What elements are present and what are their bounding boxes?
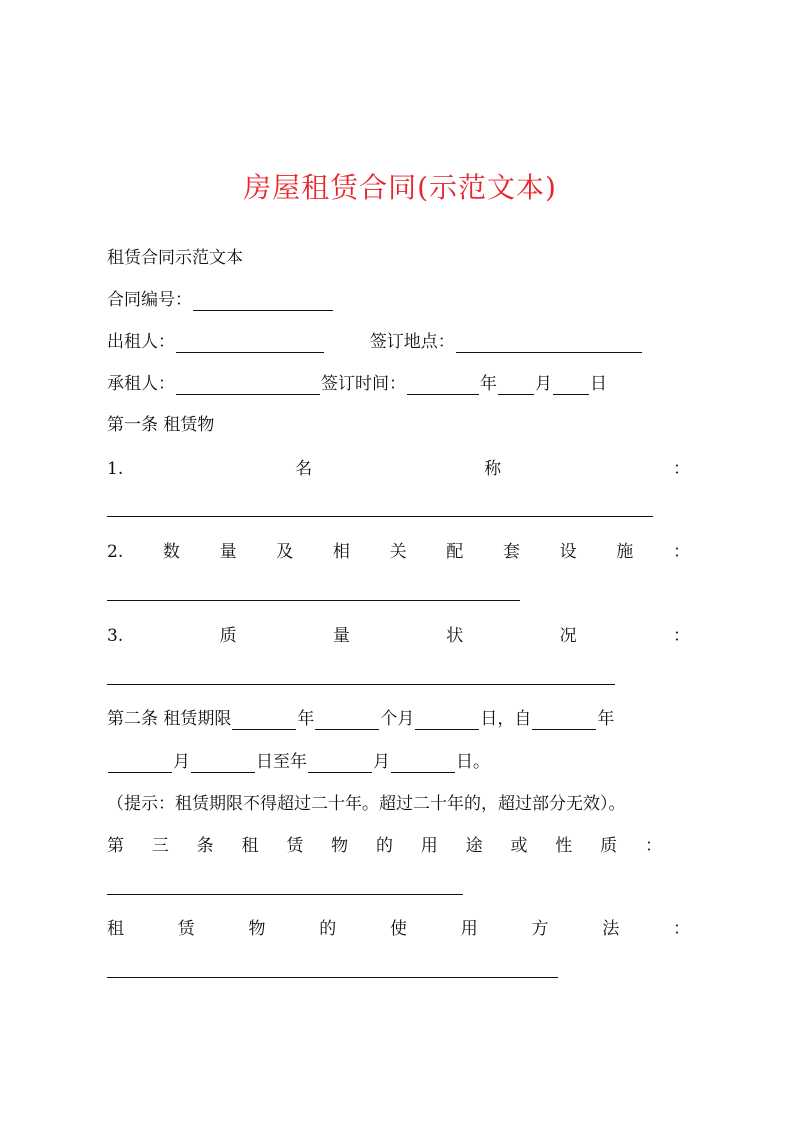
lessee-line bbox=[107, 373, 607, 395]
item3-quality-blank[interactable] bbox=[107, 684, 615, 685]
end-day-blank[interactable] bbox=[391, 754, 455, 773]
item2-quantity-blank[interactable] bbox=[107, 600, 520, 601]
term-years-blank[interactable] bbox=[232, 711, 296, 730]
item1-name-label: 1. 名 称 ： bbox=[107, 459, 690, 479]
month-unit: 月 bbox=[535, 374, 552, 394]
item1-name-blank[interactable] bbox=[107, 516, 653, 517]
start-month-blank[interactable] bbox=[108, 754, 172, 773]
term-note: （提示：租赁期限不得超过二十年。超过二十年的，超过部分无效）。 bbox=[107, 794, 626, 814]
lessee-label: 承租人： bbox=[107, 374, 175, 394]
document-title: 房屋租赁合同(示范文本) bbox=[243, 171, 557, 204]
subtitle: 租赁合同示范文本 bbox=[107, 248, 243, 268]
contract-number-blank[interactable] bbox=[193, 292, 333, 311]
article1-heading: 第一条 租赁物 bbox=[107, 415, 215, 435]
start-day-blank[interactable] bbox=[191, 754, 255, 773]
usage-method-blank[interactable] bbox=[107, 977, 558, 978]
start-year-blank[interactable] bbox=[532, 711, 596, 730]
article3-usage-blank[interactable] bbox=[107, 894, 463, 895]
sign-day-blank[interactable] bbox=[553, 376, 589, 395]
contract-number-label: 合同编号： bbox=[107, 290, 192, 310]
term-months-blank[interactable] bbox=[315, 711, 379, 730]
end-month-blank[interactable] bbox=[308, 754, 372, 773]
usage-method-label: 租 赁 物 的 使 用 方 法 ： bbox=[107, 919, 690, 939]
item3-quality-label: 3. 质 量 状 况 ： bbox=[107, 626, 690, 646]
year-unit: 年 bbox=[480, 374, 497, 394]
lessor-blank[interactable] bbox=[176, 334, 324, 353]
contract-number-line bbox=[107, 289, 334, 311]
lessor-label: 出租人： bbox=[107, 332, 175, 352]
sign-time-label: 签订时间： bbox=[321, 374, 406, 394]
sign-year-blank[interactable] bbox=[407, 376, 479, 395]
term-days-blank[interactable] bbox=[415, 711, 479, 730]
sign-place-label: 签订地点： bbox=[369, 332, 455, 352]
article2-line2: 月 日至年 月 日。 bbox=[107, 751, 490, 773]
article3-usage-label: 第 三 条 租 赁 物 的 用 途 或 性 质 ： bbox=[107, 836, 662, 856]
lessee-blank[interactable] bbox=[176, 376, 320, 395]
item2-quantity-label: 2. 数 量 及 相 关 配 套 设 施 ： bbox=[107, 542, 690, 562]
lessor-line bbox=[107, 331, 643, 353]
sign-place-blank[interactable] bbox=[456, 334, 642, 353]
sign-month-blank[interactable] bbox=[498, 376, 534, 395]
article2-line: 第二条 租赁期限 年 个月 日，自 年 bbox=[107, 709, 615, 729]
day-unit: 日 bbox=[590, 374, 607, 394]
